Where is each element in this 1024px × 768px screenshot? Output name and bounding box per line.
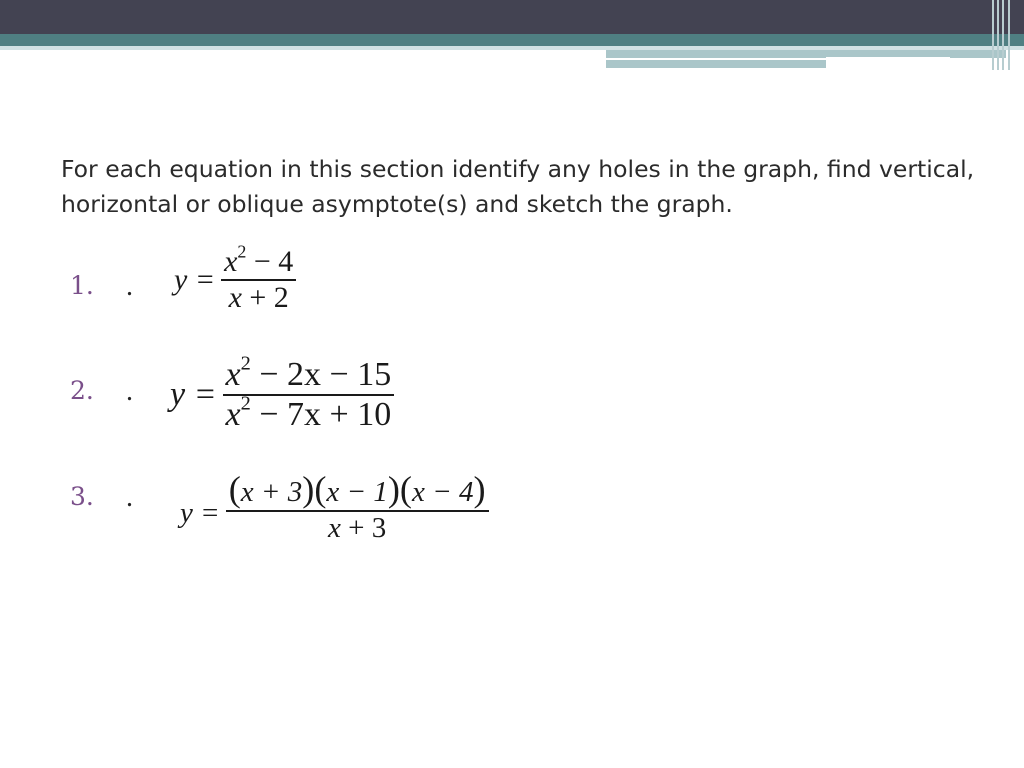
header-vertical-lines bbox=[988, 0, 1024, 70]
bullet: . bbox=[126, 376, 133, 407]
equation-lhs: y = bbox=[170, 375, 217, 413]
header-band-teal bbox=[0, 34, 1024, 46]
denominator: x + 2 bbox=[228, 280, 289, 314]
header-accent-strip bbox=[606, 60, 826, 68]
bullet: . bbox=[126, 271, 133, 302]
header-band-dark bbox=[0, 0, 1024, 34]
fraction bbox=[226, 468, 489, 545]
instructions-text: For each equation in this section identify any holes in the graph, find vertical, horizontal or oblique asymptote(s) and sketch the graph. bbox=[61, 155, 975, 218]
problem-3 bbox=[70, 468, 590, 558]
equation bbox=[180, 468, 489, 545]
problem-1 bbox=[70, 241, 590, 335]
numerator: $x^2 - 4$ bbox=[224, 241, 294, 278]
problem-number: 3. bbox=[70, 482, 94, 511]
equation-lhs: y = bbox=[180, 496, 220, 529]
denominator: $x^2 - 7x + 10$ bbox=[225, 392, 392, 433]
equation bbox=[170, 352, 394, 434]
numerator: (x + 3)(x − 1)(x − 4) bbox=[228, 469, 486, 509]
problem-number: 1. bbox=[70, 271, 94, 300]
equation-lhs: y = bbox=[174, 262, 216, 296]
fraction bbox=[221, 241, 296, 315]
header-accent-gap bbox=[826, 57, 950, 60]
problem-number: 2. bbox=[70, 376, 94, 405]
bullet: . bbox=[126, 482, 133, 513]
problem-2 bbox=[70, 352, 590, 446]
fraction bbox=[223, 352, 395, 434]
numerator: $x^2 - 2x - 15$ bbox=[225, 352, 392, 393]
equation bbox=[174, 241, 296, 315]
denominator: x + 3 bbox=[328, 511, 387, 544]
